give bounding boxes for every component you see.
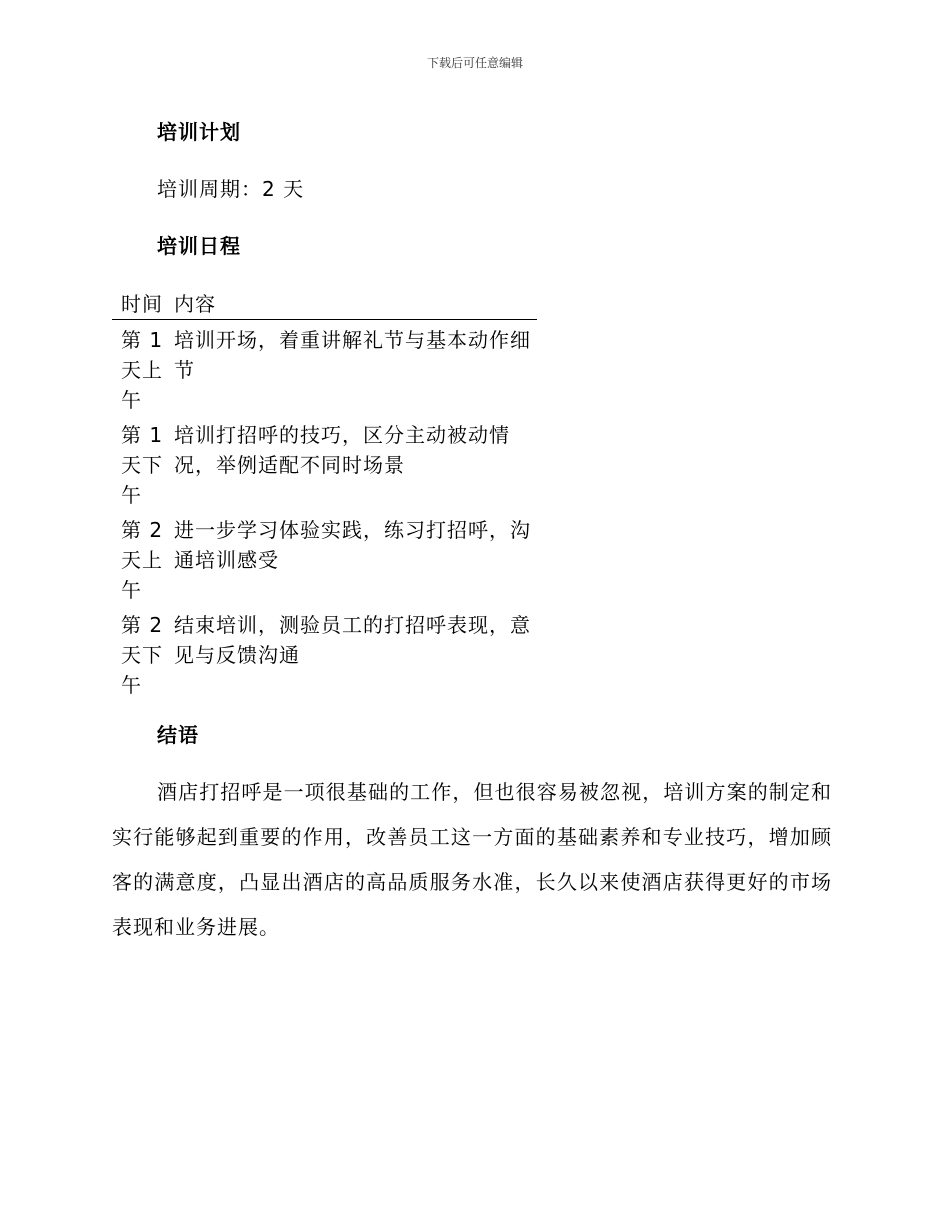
row-time: 第 1 天上午 [121, 328, 164, 412]
table-row [112, 415, 537, 510]
page-header-note: 下载后可任意编辑 [426, 56, 523, 70]
row-content: 培训打招呼的技巧，区分主动被动情况，举例适配不同时场景 [174, 423, 510, 477]
table-row [112, 510, 537, 605]
header-content: 内容 [165, 287, 537, 320]
plan-heading: 培训计划 [157, 120, 241, 144]
table-row [112, 605, 537, 700]
row-time: 第 2 天上午 [121, 518, 164, 602]
row-content: 培训开场，着重讲解礼节与基本动作细节 [174, 328, 531, 382]
table-row [112, 320, 537, 416]
table-header-row [112, 287, 537, 320]
schedule-table [112, 287, 537, 700]
conclusion-paragraph: 酒店打招呼是一项很基础的工作，但也很容易被忽视，培训方案的制定和实行能够起到重要的作用，改善员工这一方面的基础素养和专业技巧，增加顾客的满意度，凸显出酒店的高品质服务水准，长久以来使酒店获得更好的市场表现和业务进展。 [112, 780, 832, 939]
row-content: 结束培训，测验员工的打招呼表现，意见与反馈沟通 [174, 613, 531, 667]
row-content: 进一步学习体验实践，练习打招呼，沟通培训感受 [174, 518, 531, 572]
schedule-heading: 培训日程 [157, 234, 241, 258]
conclusion-heading: 结语 [157, 723, 199, 747]
row-time: 第 1 天下午 [121, 423, 164, 507]
header-time: 时间 [112, 287, 165, 320]
training-cycle: 培训周期：2 天 [157, 177, 305, 201]
row-time: 第 2 天下午 [121, 613, 164, 697]
